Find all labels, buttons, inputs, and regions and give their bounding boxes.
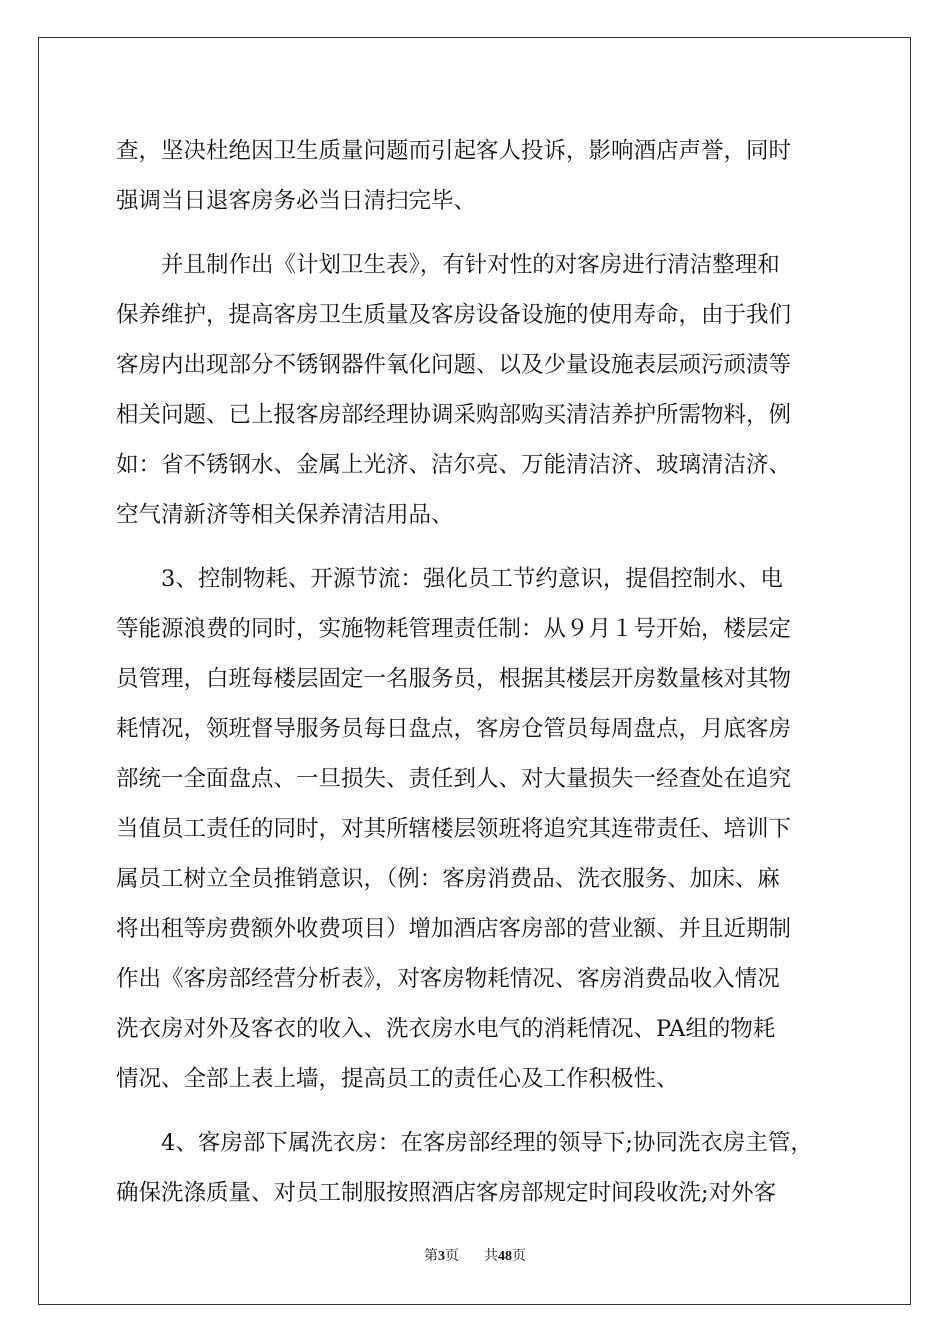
page-number: 第3页 (424, 1249, 459, 1264)
text-line: 空气清新济等相关保养清洁用品、 (116, 502, 454, 528)
text-line: 部统一全面盘点、一旦损失、责任到人、对大量损失一经查处在追究 (116, 766, 792, 792)
paragraph (116, 558, 836, 1108)
text-line: 洗衣房对外及客衣的收入、洗衣房水电气的消耗情况、PA组的物耗 (116, 1016, 776, 1042)
paragraph (116, 1122, 836, 1222)
text-line: 情况、全部上表上墙，提高员工的责任心及工作积极性、 (116, 1066, 679, 1092)
text-line: 当值员工责任的同时，对其所辖楼层领班将追究其连带责任、培训下 (116, 816, 792, 842)
text-line: 如：省不锈钢水、金属上光济、洁尔亮、万能清洁济、玻璃清洁济、 (116, 452, 792, 478)
text-line: 确保洗涤质量、对员工制服按照酒店客房部规定时间段收洗;对外客 (116, 1180, 777, 1206)
page-footer (0, 1245, 950, 1265)
text-line: 查，坚决杜绝因卫生质量问题而引起客人投诉，影响酒店声誉，同时 (116, 138, 792, 164)
text-line: 相关问题、已上报客房部经理协调采购部购买清洁养护所需物料，例 (116, 402, 792, 428)
text-line: 3、控制物耗、开源节流：强化员工节约意识，提倡控制水、电 (161, 566, 783, 592)
text-line: 强调当日退客房务必当日清扫完毕、 (116, 188, 477, 214)
paragraph (116, 244, 836, 544)
document-body (116, 130, 836, 1222)
total-pages: 共48页 (484, 1249, 526, 1264)
text-line: 属员工树立全员推销意识，（例：客房消费品、洗衣服务、加床、麻 (116, 866, 780, 892)
text-line: 将出租等房费额外收费项目）增加酒店客房部的营业额、并且近期制 (116, 916, 792, 942)
text-line: 等能源浪费的同时，实施物耗管理责任制：从９月１号开始，楼层定 (116, 616, 792, 642)
text-line: 并且制作出《计划卫生表》，有针对性的对客房进行清洁整理和 (161, 252, 780, 278)
text-line: 耗情况，领班督导服务员每日盘点，客房仓管员每周盘点，月底客房 (116, 716, 792, 742)
text-line: 4、客房部下属洗衣房：在客房部经理的领导下;协同洗衣房主管， (161, 1130, 813, 1156)
text-line: 作出《客房部经营分析表》，对客房物耗情况、客房消费品收入情况 (116, 966, 780, 992)
text-line: 员管理，白班每楼层固定一名服务员，根据其楼层开房数量核对其物 (116, 666, 792, 692)
text-line: 客房内出现部分不锈钢器件氧化问题、以及少量设施表层顽污顽渍等 (116, 352, 792, 378)
text-line: 保养维护，提高客房卫生质量及客房设备设施的使用寿命，由于我们 (116, 302, 792, 328)
paragraph (116, 130, 836, 230)
